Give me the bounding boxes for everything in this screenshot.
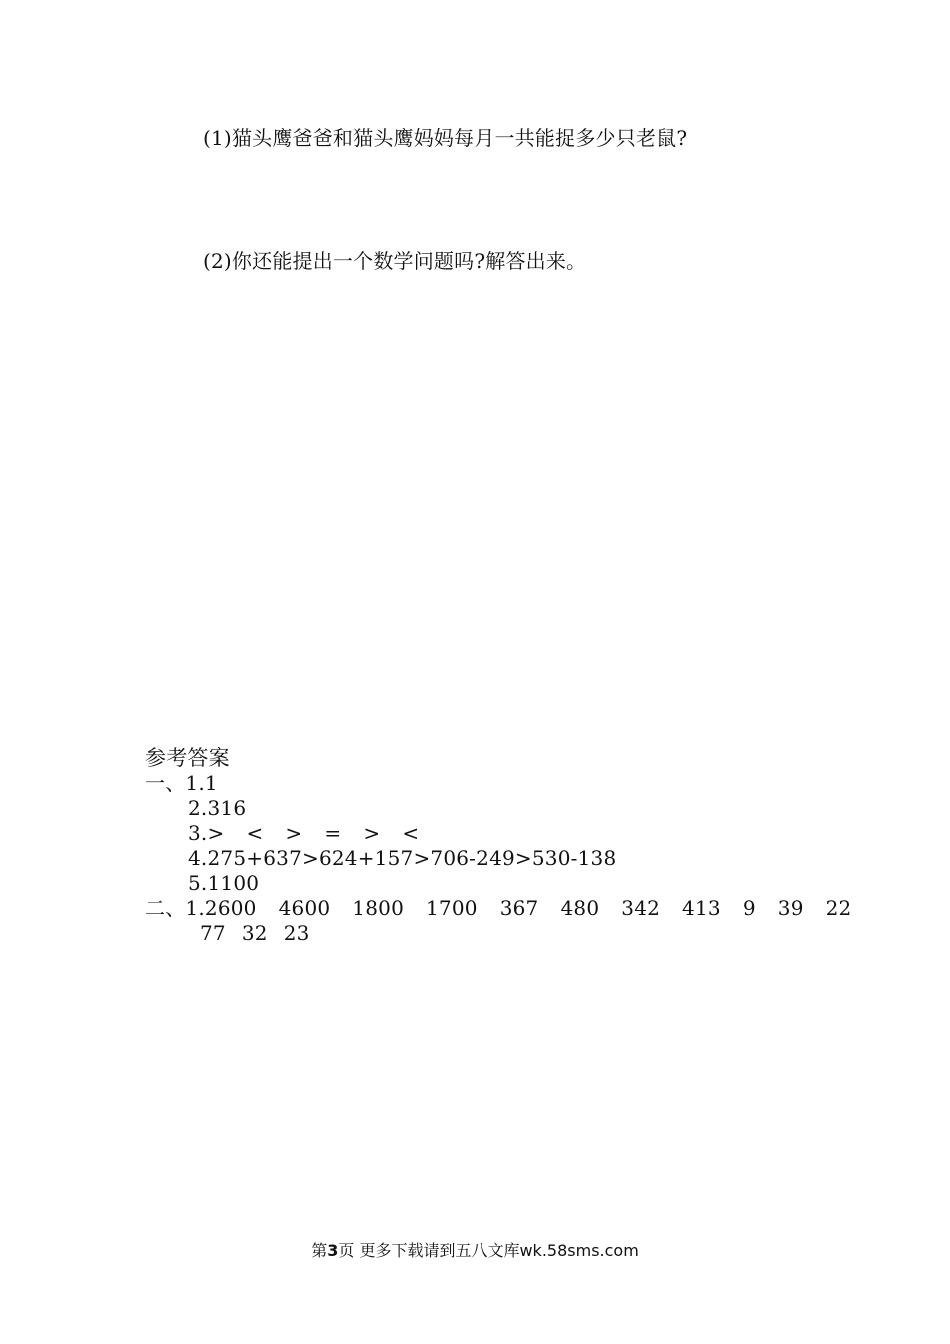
answer-part2-prefix: 二、1. [145, 896, 205, 920]
footer-site-link: wk.58sms.com [519, 1241, 639, 1260]
symbol-3: > [285, 821, 303, 845]
value: 1800 [352, 896, 404, 920]
value: 1700 [426, 896, 478, 920]
answers-title: 参考答案 [145, 746, 230, 770]
answer-part1-item5: 5.1100 [188, 871, 260, 895]
value: 4600 [278, 896, 331, 920]
footer-page-number: 3 [327, 1241, 339, 1260]
value: 367 [499, 896, 539, 920]
value: 77 [200, 921, 226, 945]
value: 22 [825, 896, 852, 920]
footer-page-prefix: 第 [311, 1241, 328, 1260]
footer-text: 页 更多下载请到五八文库 [338, 1241, 520, 1260]
question-2: (2)你还能提出一个数学问题吗?解答出来。 [203, 249, 587, 273]
value: 39 [777, 896, 804, 920]
value: 480 [560, 896, 600, 920]
value: 342 [621, 896, 661, 920]
answer-part1-item2: 2.316 [188, 796, 247, 820]
answer-item3-prefix: 3. [188, 821, 208, 845]
symbol-1: > [207, 821, 225, 845]
value: 413 [682, 896, 721, 920]
answer-part2-line1 [145, 896, 851, 921]
symbol-2: < [246, 821, 264, 845]
value: 32 [241, 921, 268, 945]
value: 9 [742, 896, 756, 920]
answer-part2-line2 [200, 921, 310, 946]
answer-part1-item3 [188, 821, 419, 846]
symbol-5: > [363, 821, 381, 845]
answer-part1-item4: 4.275+637>624+157>706-249>530-138 [188, 846, 617, 870]
value: 23 [283, 921, 310, 945]
symbol-6: < [402, 821, 420, 845]
answer-part1-item1: 一、1.1 [145, 771, 218, 795]
page-footer [0, 1240, 950, 1262]
value: 2600 [204, 896, 257, 920]
symbol-4: = [324, 821, 342, 845]
question-1: (1)猫头鹰爸爸和猫头鹰妈妈每月一共能捉多少只老鼠? [203, 126, 688, 150]
